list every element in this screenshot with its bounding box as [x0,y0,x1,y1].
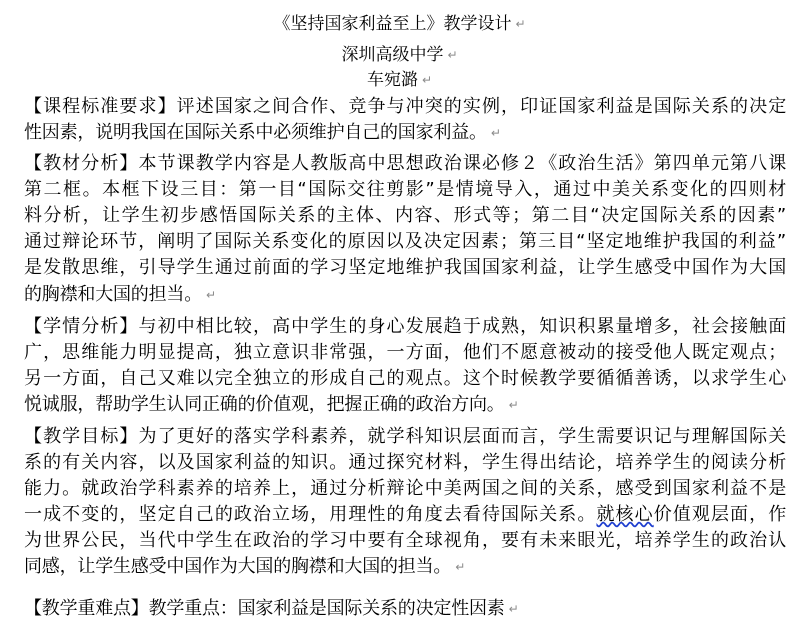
text-line: 通过辩论环节，阐明了国际关系变化的原因以及决定因素；第三目“坚定地维护我国的利益” [24,231,786,252]
text-line: 【课程标准要求】评述国家之间合作、竞争与冲突的实例，印证国家利益是国际关系的决定 [24,96,786,117]
paragraph-mark-icon: ↵ [515,17,526,31]
text-line: 悦诚服，帮助学生认同正确的价值观，把握正确的政治方向。 ↵ [24,394,519,415]
text-line: 【教学目标】为了更好的落实学科素养，就学科知识层面而言，学生需要识记与理解国际关 [24,426,786,447]
text-line: 一成不变的，坚定自己的政治立场，用理性的角度去看待国际关系。就核心价值观层面，作 [24,504,786,525]
paragraph-mark-icon: ↵ [206,288,216,302]
paragraph-mark-icon: ↵ [447,48,458,62]
text-line: 料分析，让学生初步感悟国际关系的主体、内容、形式等；第二目“决定国际关系的因素” [24,205,786,226]
text-line: 的胸襟和大国的担当。 ↵ [24,284,216,305]
text-line: 能力。就政治学科素养的培养上，通过分析辩论中美两国之间的关系，感受到国家利益不是 [24,478,786,499]
school-name: 深圳高级中学 ↵ [341,45,458,65]
paragraph-mark-icon: ↵ [490,126,501,140]
paragraph-mark-icon: ↵ [455,560,466,574]
paragraph-mark-icon: ↵ [508,398,519,412]
author-name: 车宛潞 ↵ [366,70,433,90]
text-line: 为世界公民，当代中学生在政治的学习中要有全球视角，要有未来眼光，培养学生的政治认 [24,530,786,551]
paragraph-mark-icon: ↵ [421,73,433,87]
text-line: 性因素，说明我国在国际关系中必须维护自己的国家利益。 ↵ [24,122,501,143]
text-line: 广，思维能力明显提高，独立意识非常强，一方面，他们不愿意被动的接受他人既定观点； [24,342,786,363]
spellcheck-underlined-text: 就核心 [596,504,654,525]
text-line: 第二框。本框下设三目：第一目“国际交往剪影”是情境导入，通过中美关系变化的四则材 [24,179,786,200]
text-line: 【教材分析】本节课教学内容是人教版高中思想政治课必修２《政治生活》第四单元第八课 [24,153,786,174]
text-line: 另一方面，自己又难以完全独立的形成自己的观点。这个时候教学要循循善诱，以求学生心 [24,368,786,389]
text-line: 同感，让学生感受中国作为大国的胸襟和大国的担当。 ↵ [24,556,466,577]
document-title: 《坚持国家利益至上》教学设计 ↵ [273,14,526,34]
text-line: 【学情分析】与初中相比较，高中学生的身心发展趋于成熟，知识积累量增多，社会接触面 [24,316,786,337]
text-line-partial: 【教学重难点】教学重点：国家利益是国际关系的决定性因素 ↵ [24,598,519,619]
text-line: 系的有关内容，以及国家利益的知识。通过探究材料，学生得出结论，培养学生的阅读分析 [24,452,786,473]
paragraph-mark-icon: ↵ [508,602,519,616]
text-line: 是发散思维，引导学生通过前面的学习坚定地维护我国国家利益，让学生感受中国作为大国 [24,257,786,278]
